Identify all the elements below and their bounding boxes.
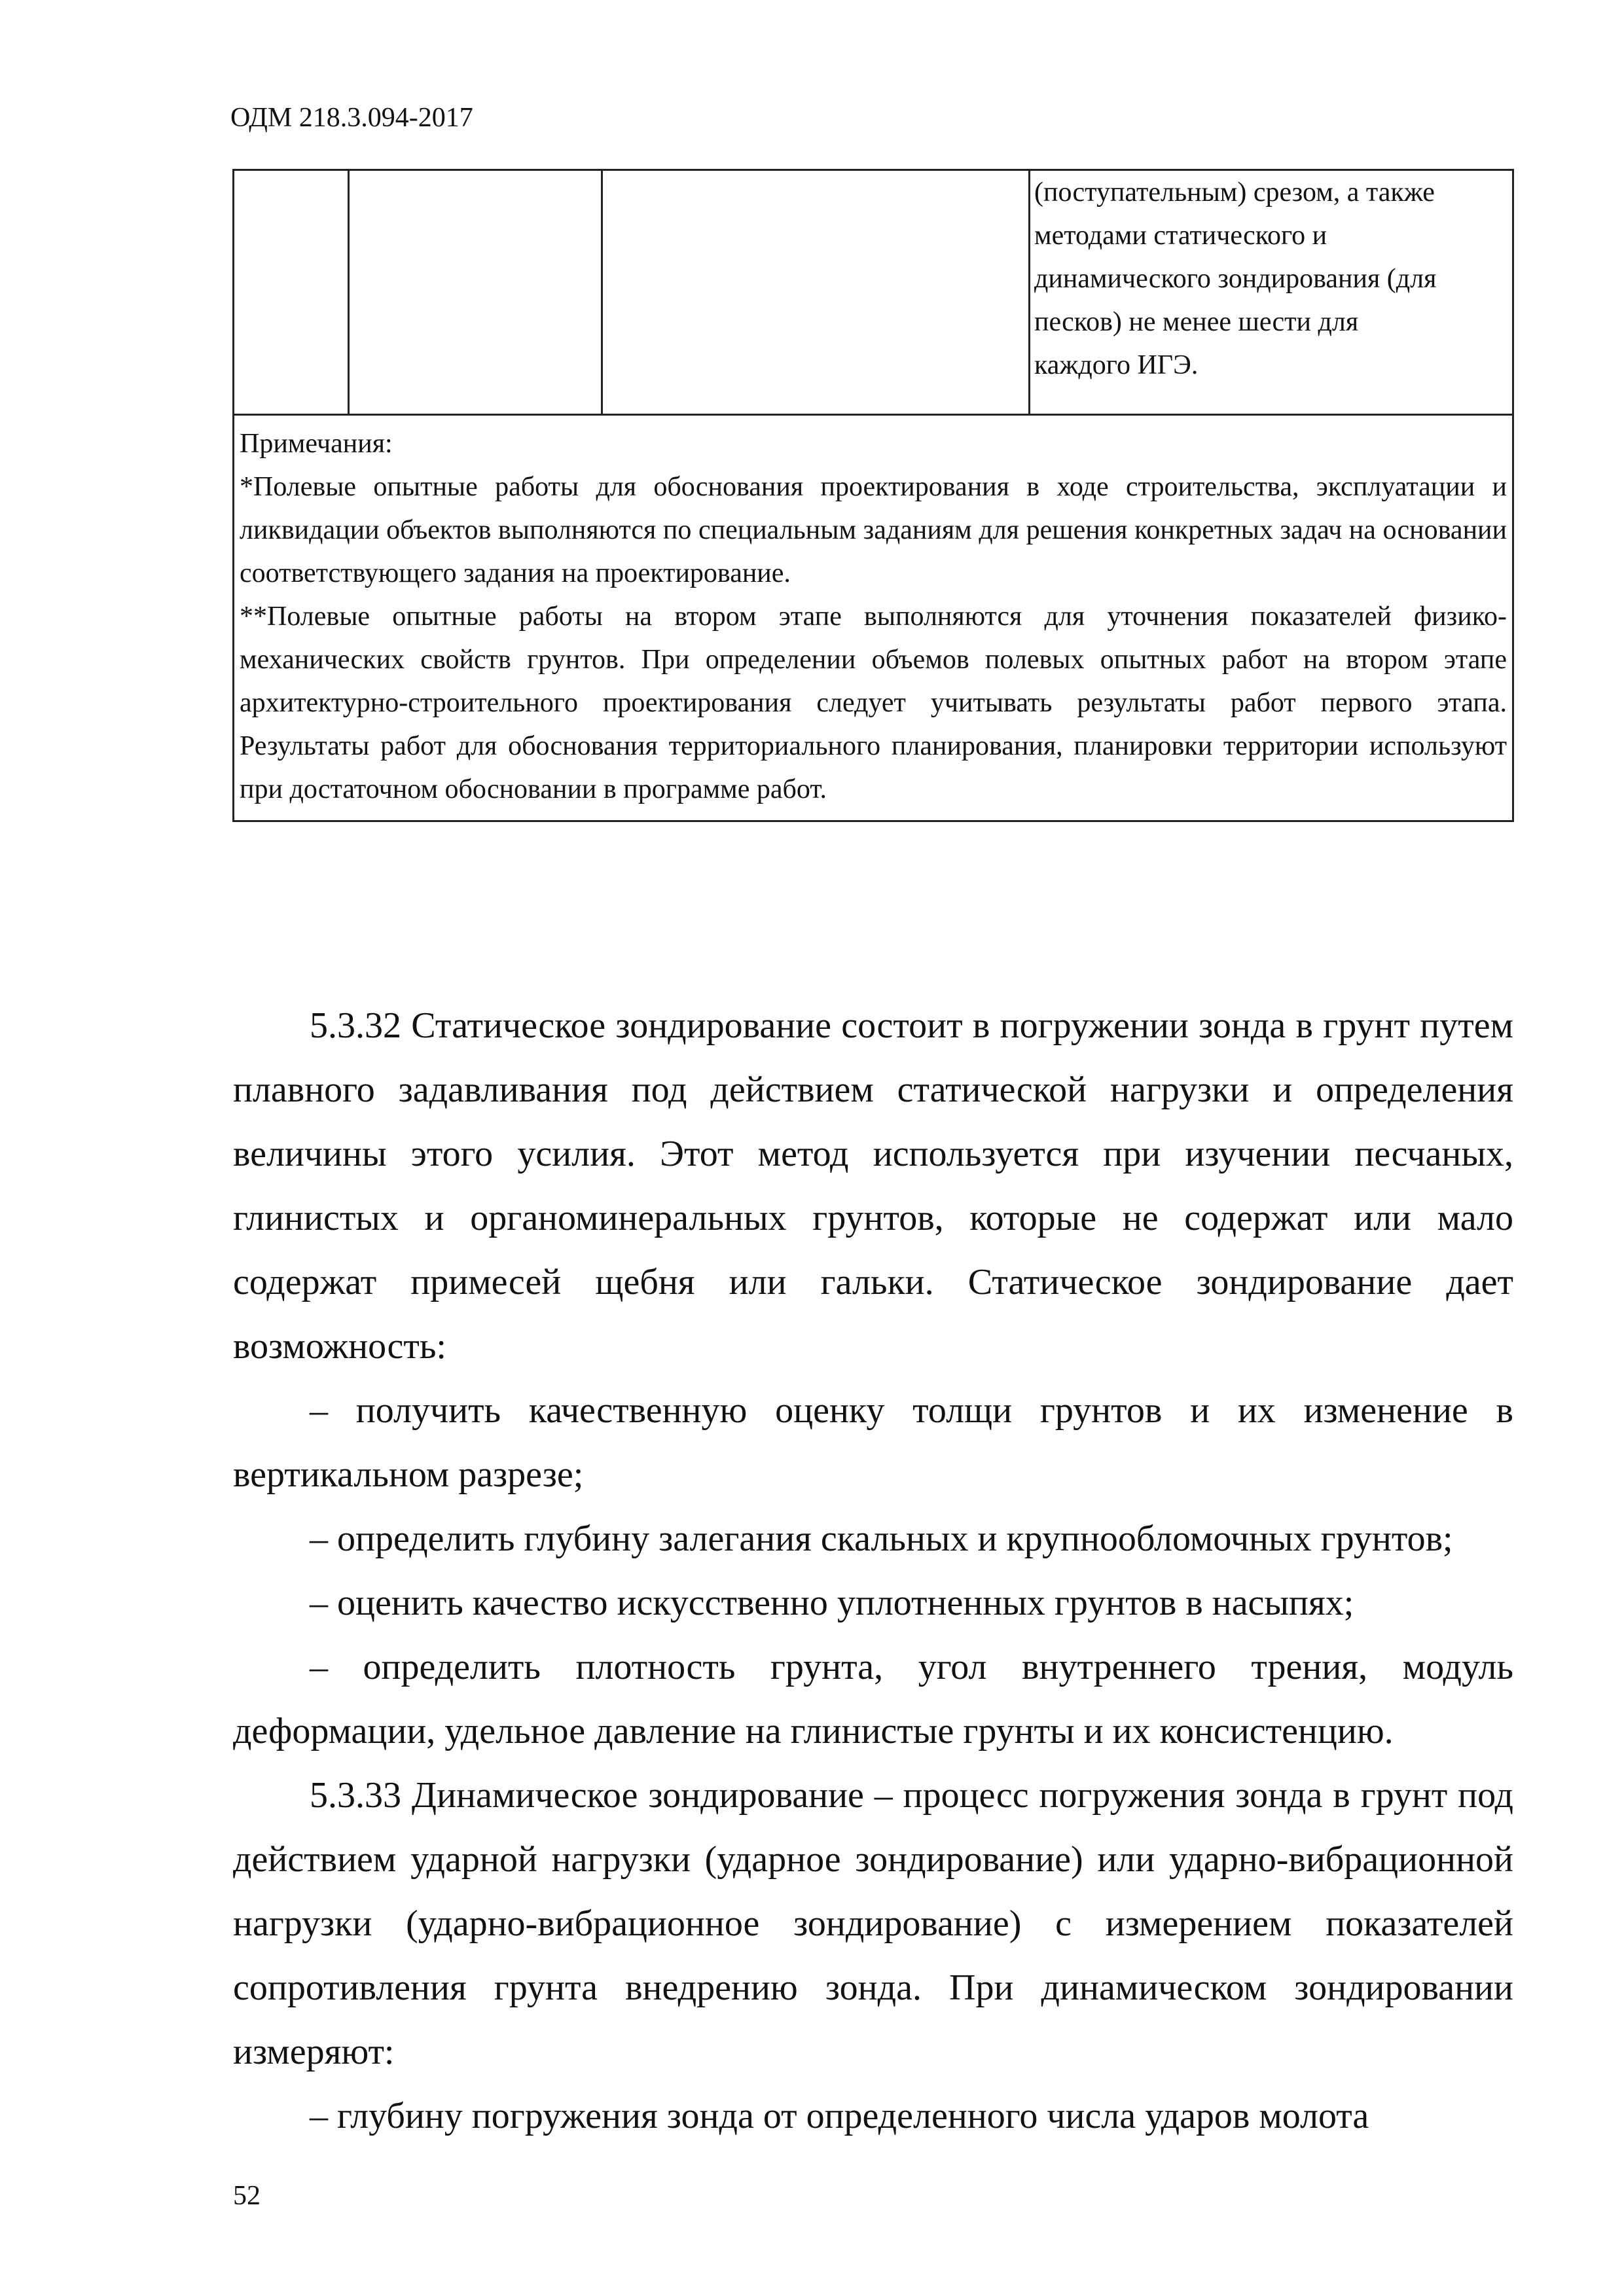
paragraph-5-3-32: 5.3.32 Статическое зондирование состоит в погружении зонда в грунт путем плавного задавливания под действием статической нагрузки и определения величины этого усилия. Этот метод используется при изучении песчаных, глинистых и органоминеральных грунтов, которые не содержат или мало содержат примесей щебня или гальки. Статическое зондирование дает возможность: — [233, 1005, 1513, 1367]
table-cell-empty-3 — [602, 170, 1030, 415]
bullet-item: – определить плотность грунта, угол внутреннего трения, модуль деформации, удельное давление на глинистые грунты и их консистенцию. — [233, 1647, 1513, 1751]
page-number: 52 — [233, 2181, 261, 2211]
requirements-table — [232, 169, 1514, 822]
notes-title: Примечания: — [240, 429, 393, 459]
cell-line: динамического зондирования (для — [1034, 264, 1437, 294]
cell-line: каждого ИГЭ. — [1034, 350, 1199, 380]
table-cell-empty-1 — [234, 170, 349, 415]
bullet-item: – глубину погружения зонда от определенного числа ударов молота — [310, 2096, 1369, 2136]
table-notes-cell — [234, 415, 1513, 821]
bullet-item: – определить глубину залегания скальных и крупнообломочных грунтов; — [310, 1518, 1453, 1559]
cell-line: методами статического и — [1034, 221, 1327, 251]
note-2: **Полевые опытные работы на втором этапе выполняются для уточнения показателей физико-механических свойств грунтов. При определении объемов полевых опытных работ на втором этапе архитектурно-строительного проектирования следует учитывать результаты работ первого этапа. Результаты работ для обоснования территориального планирования, планировки территории используют при достаточном обосновании в программе работ. — [240, 601, 1507, 804]
note-1: *Полевые опытные работы для обоснования проектирования в ходе строительства, эксплуатации и ликвидации объектов выполняются по специальным заданиям для решения конкретных задач на основании соответствующего задания на проектирование. — [240, 472, 1507, 588]
paragraph-5-3-33: 5.3.33 Динамическое зондирование – процесс погружения зонда в грунт под действием ударной нагрузки (ударное зондирование) или ударно-вибрационной нагрузки (ударно-вибрационное зондирование) с измерением показателей сопротивления грунта внедрению зонда. При динамическом зондировании измеряют: — [233, 1775, 1513, 2072]
table-row — [234, 170, 1513, 415]
bullet-item: – получить качественную оценку толщи грунтов и их изменение в вертикальном разрезе; — [233, 1390, 1513, 1495]
document-code-header: ОДМ 218.3.094-2017 — [230, 103, 473, 133]
cell-line: (поступательным) срезом, а также — [1034, 177, 1435, 207]
table-notes-row — [234, 415, 1513, 821]
cell-line: песков) не менее шести для — [1034, 307, 1359, 337]
table-cell-method-continuation — [1030, 170, 1513, 415]
main-text — [233, 994, 1513, 2148]
bullet-item: – оценить качество искусственно уплотненных грунтов в насыпях; — [310, 1583, 1354, 1623]
table-cell-empty-2 — [349, 170, 602, 415]
